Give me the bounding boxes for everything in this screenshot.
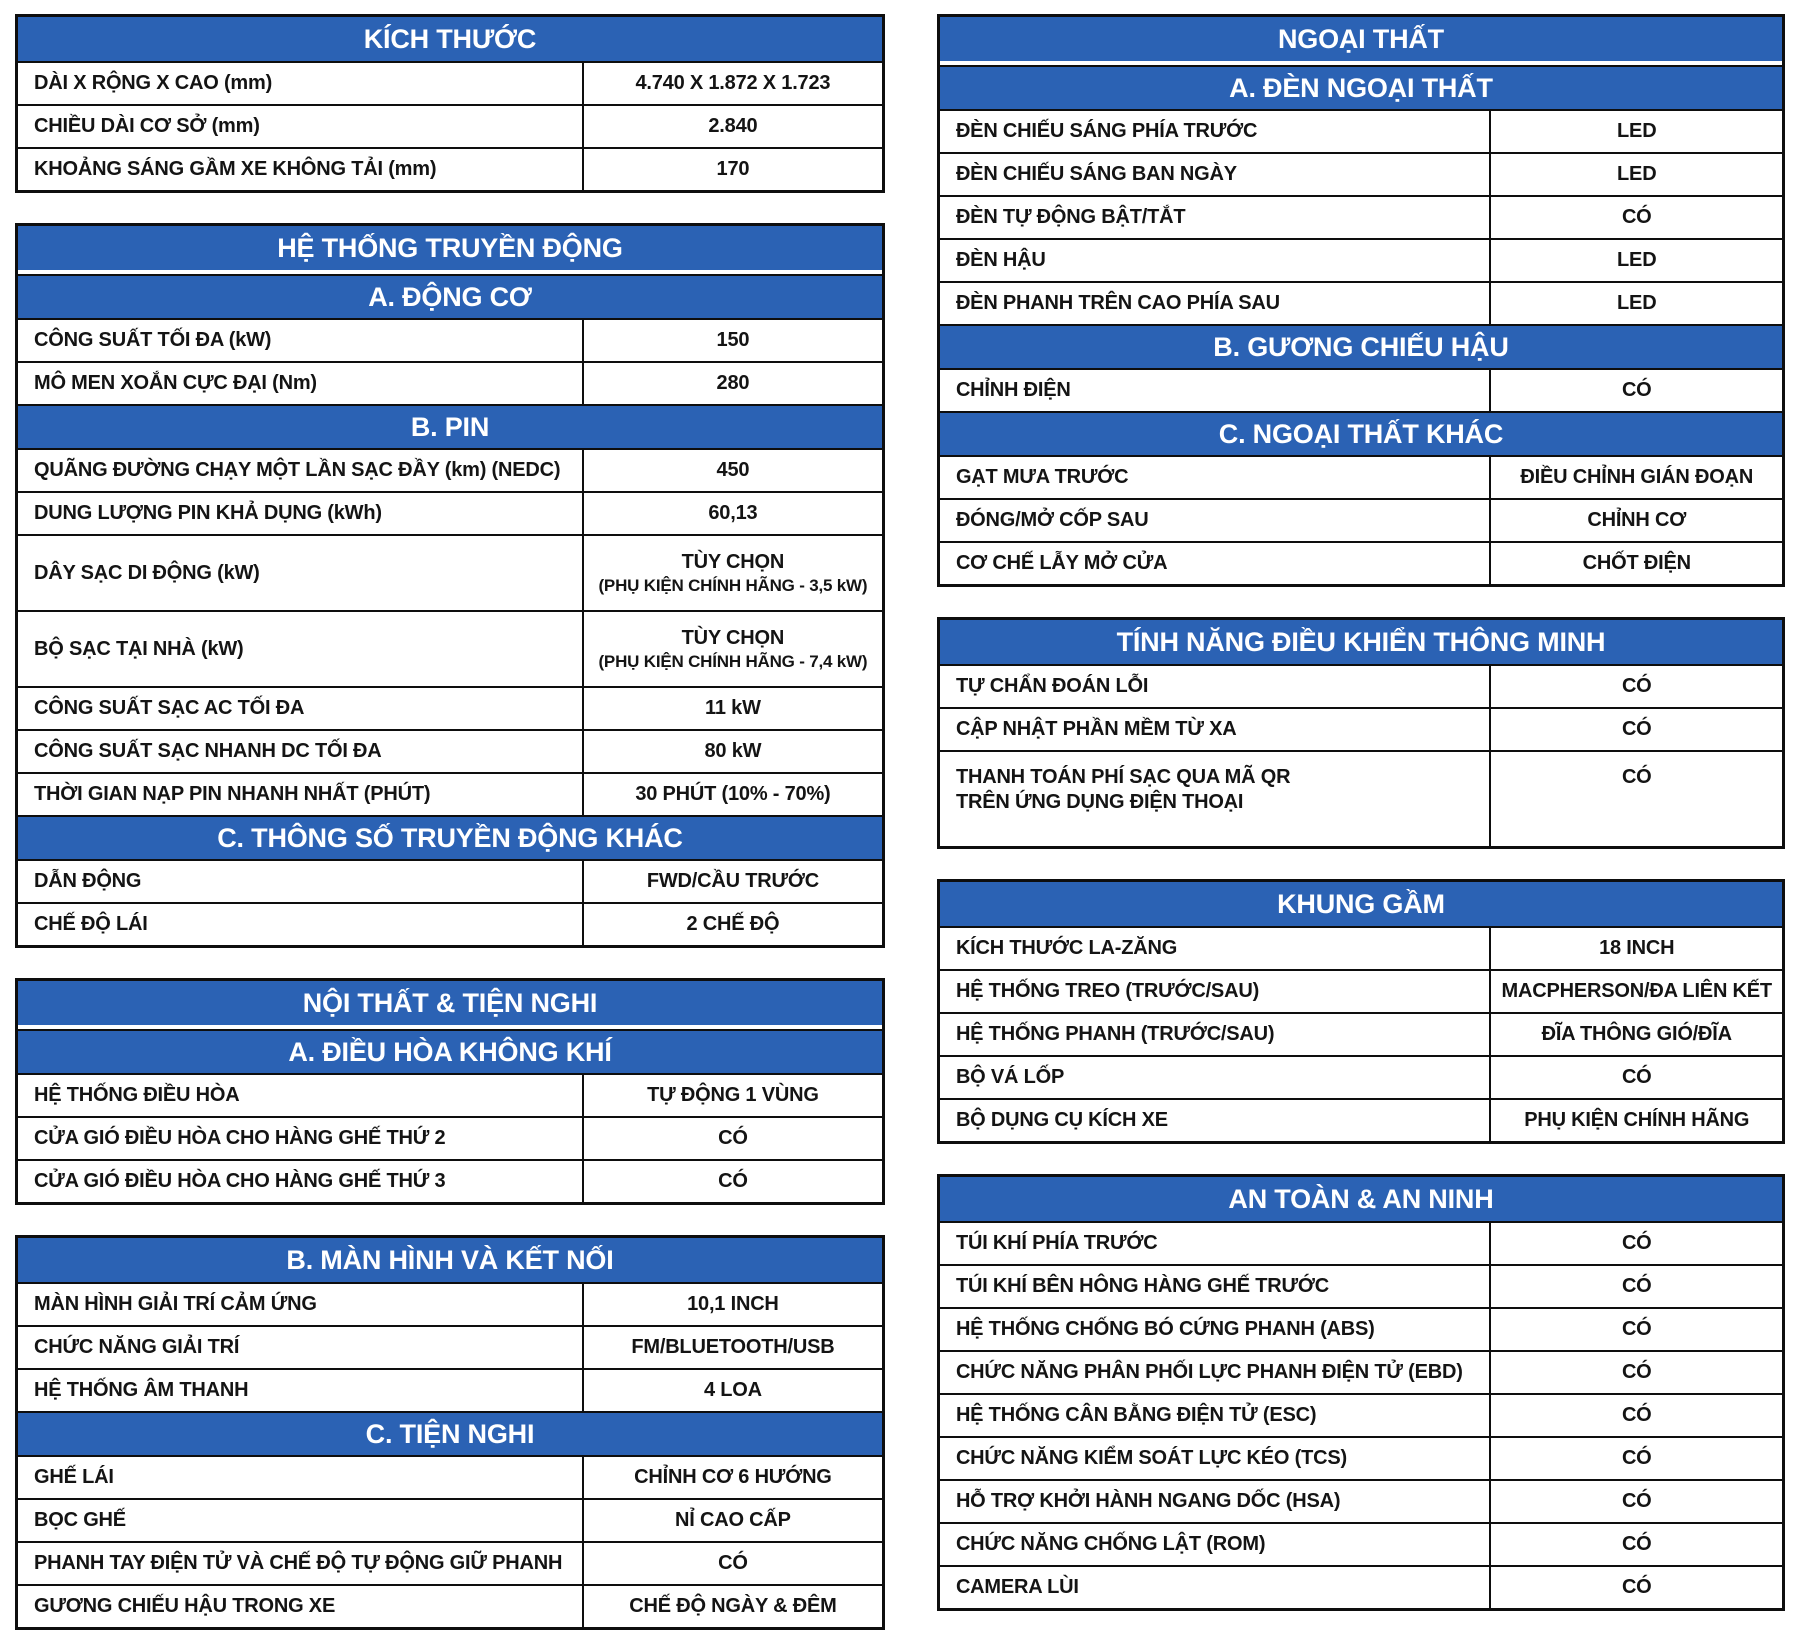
spec-label bbox=[940, 1481, 1492, 1522]
spec-value bbox=[1491, 154, 1782, 195]
spec-row bbox=[940, 1264, 1782, 1307]
spec-row bbox=[18, 772, 882, 815]
spec-row bbox=[18, 1159, 882, 1202]
spec-label-text: TÚI KHÍ PHÍA TRƯỚC bbox=[955, 1232, 1158, 1254]
spec-value-text: FWD/CẦU TRƯỚC bbox=[646, 870, 819, 892]
spec-label bbox=[18, 904, 584, 945]
spec-row bbox=[940, 368, 1782, 411]
spec-value-text: 2.840 bbox=[708, 115, 758, 137]
spec-value bbox=[1491, 500, 1782, 541]
spec-value-text: LED bbox=[1617, 163, 1657, 185]
spec-label bbox=[940, 543, 1492, 584]
spec-row bbox=[18, 1282, 882, 1325]
spec-value bbox=[584, 320, 882, 361]
spec-label bbox=[940, 971, 1492, 1012]
spec-label bbox=[18, 612, 584, 686]
spec-value-text: CÓ bbox=[1621, 1404, 1652, 1426]
spec-label bbox=[18, 1161, 584, 1202]
spec-value bbox=[584, 536, 882, 610]
spec-value bbox=[1491, 971, 1782, 1012]
spec-label-text: CHẾ ĐỘ LÁI bbox=[34, 913, 148, 935]
spec-value bbox=[584, 149, 882, 190]
section-subtitle: C. TIỆN NGHI bbox=[18, 1411, 882, 1455]
spec-table bbox=[15, 978, 885, 1205]
spec-row bbox=[940, 1098, 1782, 1141]
spec-label bbox=[18, 536, 584, 610]
spec-row bbox=[18, 318, 882, 361]
spec-value bbox=[1491, 1100, 1782, 1141]
spec-label bbox=[940, 1223, 1492, 1264]
spec-label bbox=[940, 197, 1492, 238]
spec-label-text: GẠT MƯA TRƯỚC bbox=[955, 466, 1129, 488]
spec-value-text: CÓ bbox=[1621, 1066, 1652, 1088]
spec-value bbox=[1491, 1567, 1782, 1608]
spec-value-text: CÓ bbox=[1621, 1275, 1652, 1297]
spec-label bbox=[18, 1327, 584, 1368]
spec-row bbox=[940, 1012, 1782, 1055]
spec-label bbox=[940, 928, 1492, 969]
section-title: KHUNG GẦM bbox=[940, 882, 1782, 926]
spec-label-text: ĐÈN CHIẾU SÁNG BAN NGÀY bbox=[955, 163, 1237, 185]
spec-label-text: BỘ SẠC TẠI NHÀ (kW) bbox=[34, 637, 244, 660]
spec-value-text-line2: (PHỤ KIỆN CHÍNH HÃNG - 3,5 kW) bbox=[598, 575, 868, 595]
spec-label bbox=[940, 752, 1492, 846]
spec-row bbox=[18, 686, 882, 729]
spec-label bbox=[940, 283, 1492, 324]
spec-value-text: 280 bbox=[716, 372, 750, 394]
spec-label bbox=[18, 149, 584, 190]
spec-value-text: CHỈNH CƠ bbox=[1587, 509, 1687, 531]
spec-label-text: HỆ THỐNG ÂM THANH bbox=[34, 1379, 249, 1401]
spec-label-text: CỬA GIÓ ĐIỀU HÒA CHO HÀNG GHẾ THỨ 2 bbox=[34, 1127, 446, 1149]
spec-row bbox=[18, 859, 882, 902]
spec-value-text: CÓ bbox=[1621, 1447, 1652, 1469]
spec-value-text: 2 CHẾ ĐỘ bbox=[686, 913, 780, 935]
spec-label bbox=[940, 1567, 1492, 1608]
spec-label bbox=[940, 1266, 1492, 1307]
spec-value bbox=[1491, 1395, 1782, 1436]
spec-label bbox=[18, 861, 584, 902]
spec-label-text: HỆ THỐNG CHỐNG BÓ CỨNG PHANH (ABS) bbox=[955, 1318, 1375, 1340]
spec-label bbox=[940, 154, 1492, 195]
spec-value-text: 30 PHÚT (10% - 70%) bbox=[635, 783, 831, 805]
spec-row bbox=[940, 664, 1782, 707]
spec-row bbox=[18, 1541, 882, 1584]
spec-value bbox=[584, 450, 882, 491]
spec-value-text: 150 bbox=[716, 329, 750, 351]
spec-label-text: HỆ THỐNG CÂN BẰNG ĐIỆN TỬ (ESC) bbox=[955, 1404, 1317, 1426]
spec-row bbox=[940, 1307, 1782, 1350]
spec-row bbox=[18, 610, 882, 686]
spec-value-text: PHỤ KIỆN CHÍNH HÃNG bbox=[1524, 1109, 1750, 1131]
spec-value-text: TÙY CHỌN bbox=[681, 550, 785, 573]
spec-label bbox=[18, 63, 584, 104]
spec-value-text: CHẾ ĐỘ NGÀY & ĐÊM bbox=[629, 1595, 837, 1617]
spec-value bbox=[1491, 457, 1782, 498]
spec-value bbox=[1491, 666, 1782, 707]
spec-value bbox=[1491, 543, 1782, 584]
spec-value-text: CÓ bbox=[718, 1552, 748, 1574]
spec-value bbox=[1491, 1223, 1782, 1264]
spec-row bbox=[18, 1116, 882, 1159]
spec-value bbox=[584, 1586, 882, 1627]
spec-value-text: 18 INCH bbox=[1599, 937, 1675, 959]
spec-label bbox=[940, 1352, 1492, 1393]
spec-label-text: ĐÈN CHIẾU SÁNG PHÍA TRƯỚC bbox=[955, 120, 1258, 142]
spec-table bbox=[15, 1235, 885, 1630]
spec-value bbox=[584, 774, 882, 815]
spec-row bbox=[18, 1073, 882, 1116]
spec-table bbox=[15, 14, 885, 193]
spec-value bbox=[1491, 1438, 1782, 1479]
spec-label bbox=[18, 363, 584, 404]
spec-value-text: CÓ bbox=[718, 1170, 748, 1192]
spec-row bbox=[18, 1584, 882, 1627]
section-subtitle: B. PIN bbox=[18, 404, 882, 448]
section-subtitle: B. GƯƠNG CHIẾU HẬU bbox=[940, 324, 1782, 368]
section-title: B. MÀN HÌNH VÀ KẾT NỐI bbox=[18, 1238, 882, 1282]
spec-row bbox=[940, 498, 1782, 541]
spec-label-text: CHỨC NĂNG KIỂM SOÁT LỰC KÉO (TCS) bbox=[955, 1447, 1347, 1469]
spec-value bbox=[1491, 1309, 1782, 1350]
spec-label bbox=[18, 1370, 584, 1411]
spec-row bbox=[18, 534, 882, 610]
spec-row bbox=[940, 195, 1782, 238]
spec-label bbox=[18, 688, 584, 729]
spec-value bbox=[584, 861, 882, 902]
section-subtitle: A. ĐIỀU HÒA KHÔNG KHÍ bbox=[18, 1029, 882, 1073]
spec-label bbox=[18, 106, 584, 147]
spec-label bbox=[940, 666, 1492, 707]
spec-label-text: CHỨC NĂNG GIẢI TRÍ bbox=[34, 1336, 240, 1358]
spec-value-text: CHỐT ĐIỆN bbox=[1582, 552, 1691, 574]
spec-value-text: LED bbox=[1617, 120, 1657, 142]
spec-value bbox=[1491, 197, 1782, 238]
spec-table bbox=[937, 14, 1785, 587]
spec-label-text: BỘ DỤNG CỤ KÍCH XE bbox=[955, 1109, 1168, 1131]
spec-label-text: KHOẢNG SÁNG GẦM XE KHÔNG TẢI (mm) bbox=[34, 158, 437, 180]
spec-value bbox=[584, 1284, 882, 1325]
spec-row bbox=[18, 1325, 882, 1368]
spec-label-text: THỜI GIAN NẠP PIN NHANH NHẤT (PHÚT) bbox=[34, 783, 431, 805]
spec-label-text: HỆ THỐNG ĐIỀU HÒA bbox=[34, 1084, 240, 1106]
spec-label-text: CÔNG SUẤT TỐI ĐA (kW) bbox=[34, 329, 272, 351]
spec-label-text: THANH TOÁN PHÍ SẠC QUA MÃ QR bbox=[955, 766, 1291, 788]
spec-label bbox=[940, 1309, 1492, 1350]
spec-row bbox=[940, 1055, 1782, 1098]
spec-value bbox=[584, 1457, 882, 1498]
spec-value bbox=[584, 1161, 882, 1202]
spec-value-text: 4.740 X 1.872 X 1.723 bbox=[635, 72, 831, 94]
spec-value bbox=[584, 106, 882, 147]
spec-row bbox=[18, 491, 882, 534]
spec-label bbox=[18, 1543, 584, 1584]
spec-value-text: 450 bbox=[716, 459, 750, 481]
spec-column-left bbox=[15, 14, 885, 1630]
spec-value-text: LED bbox=[1617, 249, 1657, 271]
spec-value bbox=[584, 493, 882, 534]
spec-value-text: CÓ bbox=[1621, 675, 1652, 697]
spec-value bbox=[1491, 370, 1782, 411]
section-title: AN TOÀN & AN NINH bbox=[940, 1177, 1782, 1221]
spec-row bbox=[940, 1393, 1782, 1436]
spec-value-text: LED bbox=[1617, 292, 1657, 314]
spec-label bbox=[940, 500, 1492, 541]
spec-label bbox=[940, 240, 1492, 281]
spec-value-text: CÓ bbox=[1621, 379, 1652, 401]
spec-label-text: ĐÓNG/MỞ CỐP SAU bbox=[955, 509, 1149, 531]
spec-row bbox=[18, 1368, 882, 1411]
spec-value-text: 170 bbox=[716, 158, 750, 180]
spec-label bbox=[940, 1395, 1492, 1436]
spec-label-text: ĐÈN PHANH TRÊN CAO PHÍA SAU bbox=[955, 292, 1280, 314]
spec-value bbox=[584, 688, 882, 729]
section-subtitle: C. NGOẠI THẤT KHÁC bbox=[940, 411, 1782, 455]
spec-value-text: ĐĨA THÔNG GIÓ/ĐĨA bbox=[1541, 1023, 1732, 1045]
spec-table bbox=[15, 223, 885, 948]
section-title: HỆ THỐNG TRUYỀN ĐỘNG bbox=[18, 226, 882, 270]
spec-value-text: CÓ bbox=[1621, 1361, 1652, 1383]
spec-label-text: QUÃNG ĐƯỜNG CHẠY MỘT LẦN SẠC ĐẦY (km) (NEDC) bbox=[34, 459, 561, 481]
spec-label-text: CHIỀU DÀI CƠ SỞ (mm) bbox=[34, 115, 260, 137]
spec-value bbox=[584, 1327, 882, 1368]
spec-label bbox=[940, 1524, 1492, 1565]
spec-value bbox=[1491, 1524, 1782, 1565]
spec-label-text: ĐÈN HẬU bbox=[955, 249, 1046, 271]
spec-label bbox=[18, 1075, 584, 1116]
spec-row bbox=[18, 1455, 882, 1498]
spec-row bbox=[940, 1522, 1782, 1565]
spec-label-text: ĐÈN TỰ ĐỘNG BẬT/TẮT bbox=[955, 206, 1186, 228]
spec-label-text: DẪN ĐỘNG bbox=[34, 870, 142, 892]
spec-label-text: MÀN HÌNH GIẢI TRÍ CẢM ỨNG bbox=[34, 1293, 317, 1315]
spec-row bbox=[940, 238, 1782, 281]
spec-label-text: HỖ TRỢ KHỞI HÀNH NGANG DỐC (HSA) bbox=[955, 1490, 1341, 1512]
spec-label bbox=[940, 1014, 1492, 1055]
spec-value bbox=[584, 612, 882, 686]
spec-label bbox=[940, 709, 1492, 750]
spec-label-text: MÔ MEN XOẮN CỰC ĐẠI (Nm) bbox=[34, 372, 317, 394]
spec-value bbox=[584, 1118, 882, 1159]
spec-table bbox=[937, 617, 1785, 849]
spec-label-text: KÍCH THƯỚC LA-ZĂNG bbox=[955, 937, 1178, 959]
spec-row bbox=[18, 61, 882, 104]
spec-label-text: CƠ CHẾ LẪY MỞ CỬA bbox=[955, 552, 1168, 574]
spec-label-text: CHỨC NĂNG CHỐNG LẬT (ROM) bbox=[955, 1533, 1266, 1555]
spec-value-text: 11 kW bbox=[705, 697, 761, 719]
spec-label-text: TÚI KHÍ BÊN HÔNG HÀNG GHẾ TRƯỚC bbox=[955, 1275, 1329, 1297]
spec-columns bbox=[15, 14, 1785, 1630]
spec-label bbox=[940, 1057, 1492, 1098]
spec-row bbox=[940, 281, 1782, 324]
spec-row bbox=[940, 750, 1782, 846]
spec-row bbox=[18, 448, 882, 491]
section-title: TÍNH NĂNG ĐIỀU KHIỂN THÔNG MINH bbox=[940, 620, 1782, 664]
spec-value bbox=[1491, 240, 1782, 281]
spec-label-text: PHANH TAY ĐIỆN TỬ VÀ CHẾ ĐỘ TỰ ĐỘNG GIỮ PHANH bbox=[34, 1552, 563, 1574]
spec-value-text: TÙY CHỌN bbox=[681, 626, 785, 649]
spec-row bbox=[940, 109, 1782, 152]
spec-label-text: CÔNG SUẤT SẠC AC TỐI ĐA bbox=[34, 697, 305, 719]
spec-label bbox=[18, 493, 584, 534]
spec-label-text: CHỨC NĂNG PHÂN PHỐI LỰC PHANH ĐIỆN TỬ (EBD) bbox=[955, 1361, 1463, 1383]
spec-value bbox=[584, 1075, 882, 1116]
spec-row bbox=[940, 1479, 1782, 1522]
spec-value-text: 80 kW bbox=[704, 740, 762, 762]
spec-row bbox=[18, 147, 882, 190]
spec-row bbox=[940, 1350, 1782, 1393]
spec-value bbox=[584, 63, 882, 104]
spec-value bbox=[584, 1543, 882, 1584]
spec-table bbox=[937, 879, 1785, 1144]
section-title: NỘI THẤT & TIỆN NGHI bbox=[18, 981, 882, 1025]
spec-label bbox=[940, 111, 1492, 152]
spec-label-text: DÂY SẠC DI ĐỘNG (kW) bbox=[34, 561, 260, 584]
spec-label-text: HỆ THỐNG PHANH (TRƯỚC/SAU) bbox=[955, 1023, 1275, 1045]
spec-label-text: BỘ VÁ LỐP bbox=[955, 1066, 1065, 1088]
spec-label-text: GƯƠNG CHIẾU HẬU TRONG XE bbox=[34, 1595, 336, 1617]
spec-row bbox=[940, 1436, 1782, 1479]
spec-label-text: BỌC GHẾ bbox=[34, 1509, 126, 1531]
spec-value-text: CÓ bbox=[1621, 1533, 1652, 1555]
spec-value-text: 4 LOA bbox=[703, 1379, 762, 1401]
spec-value-text: TỰ ĐỘNG 1 VÙNG bbox=[647, 1084, 819, 1106]
spec-value bbox=[584, 731, 882, 772]
spec-value bbox=[1491, 111, 1782, 152]
spec-label bbox=[940, 370, 1492, 411]
spec-label-text: CỬA GIÓ ĐIỀU HÒA CHO HÀNG GHẾ THỨ 3 bbox=[34, 1170, 446, 1192]
spec-value-text: FM/BLUETOOTH/USB bbox=[631, 1336, 835, 1358]
spec-label bbox=[18, 731, 584, 772]
spec-value bbox=[584, 904, 882, 945]
spec-label bbox=[940, 1438, 1492, 1479]
spec-table bbox=[937, 1174, 1785, 1611]
spec-row bbox=[940, 926, 1782, 969]
spec-row bbox=[18, 1498, 882, 1541]
spec-row bbox=[940, 969, 1782, 1012]
spec-row bbox=[940, 455, 1782, 498]
spec-label-text: HỆ THỐNG TREO (TRƯỚC/SAU) bbox=[955, 980, 1260, 1002]
spec-row bbox=[18, 361, 882, 404]
spec-value bbox=[1491, 1057, 1782, 1098]
spec-label bbox=[940, 1100, 1492, 1141]
spec-value bbox=[1491, 1014, 1782, 1055]
spec-value-text: NỈ CAO CẤP bbox=[675, 1509, 791, 1531]
section-subtitle: A. ĐÈN NGOẠI THẤT bbox=[940, 65, 1782, 109]
spec-value bbox=[1491, 1481, 1782, 1522]
spec-value bbox=[584, 1500, 882, 1541]
spec-label-text: DÀI X RỘNG X CAO (mm) bbox=[34, 72, 273, 94]
spec-row bbox=[18, 902, 882, 945]
spec-value-text: CÓ bbox=[718, 1127, 748, 1149]
spec-label bbox=[18, 1457, 584, 1498]
spec-row bbox=[18, 104, 882, 147]
spec-value-text: 60,13 bbox=[708, 502, 758, 524]
spec-value-text: CÓ bbox=[1621, 718, 1652, 740]
spec-label-text: GHẾ LÁI bbox=[34, 1466, 114, 1488]
spec-row bbox=[940, 541, 1782, 584]
section-subtitle: A. ĐỘNG CƠ bbox=[18, 274, 882, 318]
spec-row bbox=[940, 707, 1782, 750]
spec-label-text: CHỈNH ĐIỆN bbox=[955, 379, 1071, 401]
spec-value-text: CÓ bbox=[1621, 766, 1652, 788]
spec-label bbox=[18, 320, 584, 361]
spec-value bbox=[1491, 283, 1782, 324]
spec-value bbox=[584, 363, 882, 404]
spec-value-text: CÓ bbox=[1621, 1232, 1652, 1254]
spec-label-text-line2: TRÊN ỨNG DỤNG ĐIỆN THOẠI bbox=[955, 791, 1244, 813]
spec-label bbox=[18, 774, 584, 815]
spec-value-text: CÓ bbox=[1621, 206, 1652, 228]
spec-value bbox=[1491, 752, 1782, 846]
spec-label-text: CAMERA LÙI bbox=[955, 1576, 1079, 1598]
spec-label-text: CÔNG SUẤT SẠC NHANH DC TỐI ĐA bbox=[34, 740, 382, 762]
spec-label-text: DUNG LƯỢNG PIN KHẢ DỤNG (kWh) bbox=[34, 502, 382, 524]
spec-row bbox=[940, 1221, 1782, 1264]
spec-label-text: CẬP NHẬT PHẦN MỀM TỪ XA bbox=[955, 718, 1237, 740]
spec-value-text: MACPHERSON/ĐA LIÊN KẾT bbox=[1501, 980, 1772, 1002]
spec-value bbox=[1491, 1352, 1782, 1393]
spec-value-text: ĐIỀU CHỈNH GIÁN ĐOẠN bbox=[1520, 466, 1754, 488]
spec-value bbox=[1491, 928, 1782, 969]
spec-value bbox=[584, 1370, 882, 1411]
spec-value-text: CHỈNH CƠ 6 HƯỚNG bbox=[634, 1466, 832, 1488]
spec-label bbox=[18, 1500, 584, 1541]
spec-value-text: 10,1 INCH bbox=[687, 1293, 779, 1315]
spec-value bbox=[1491, 1266, 1782, 1307]
section-title: KÍCH THƯỚC bbox=[18, 17, 882, 61]
spec-label bbox=[18, 1284, 584, 1325]
spec-label-text: TỰ CHẨN ĐOÁN LỖI bbox=[955, 675, 1149, 697]
spec-row bbox=[18, 729, 882, 772]
spec-value-text: CÓ bbox=[1621, 1490, 1652, 1512]
spec-value-text: CÓ bbox=[1621, 1318, 1652, 1340]
spec-row bbox=[940, 1565, 1782, 1608]
spec-column-right bbox=[937, 14, 1785, 1611]
spec-value-text-line2: (PHỤ KIỆN CHÍNH HÃNG - 7,4 kW) bbox=[598, 651, 868, 671]
spec-label bbox=[940, 457, 1492, 498]
spec-row bbox=[940, 152, 1782, 195]
spec-label bbox=[18, 450, 584, 491]
spec-value bbox=[1491, 709, 1782, 750]
spec-label bbox=[18, 1586, 584, 1627]
spec-value-text: CÓ bbox=[1621, 1576, 1652, 1598]
section-title: NGOẠI THẤT bbox=[940, 17, 1782, 61]
section-subtitle: C. THÔNG SỐ TRUYỀN ĐỘNG KHÁC bbox=[18, 815, 882, 859]
spec-label bbox=[18, 1118, 584, 1159]
